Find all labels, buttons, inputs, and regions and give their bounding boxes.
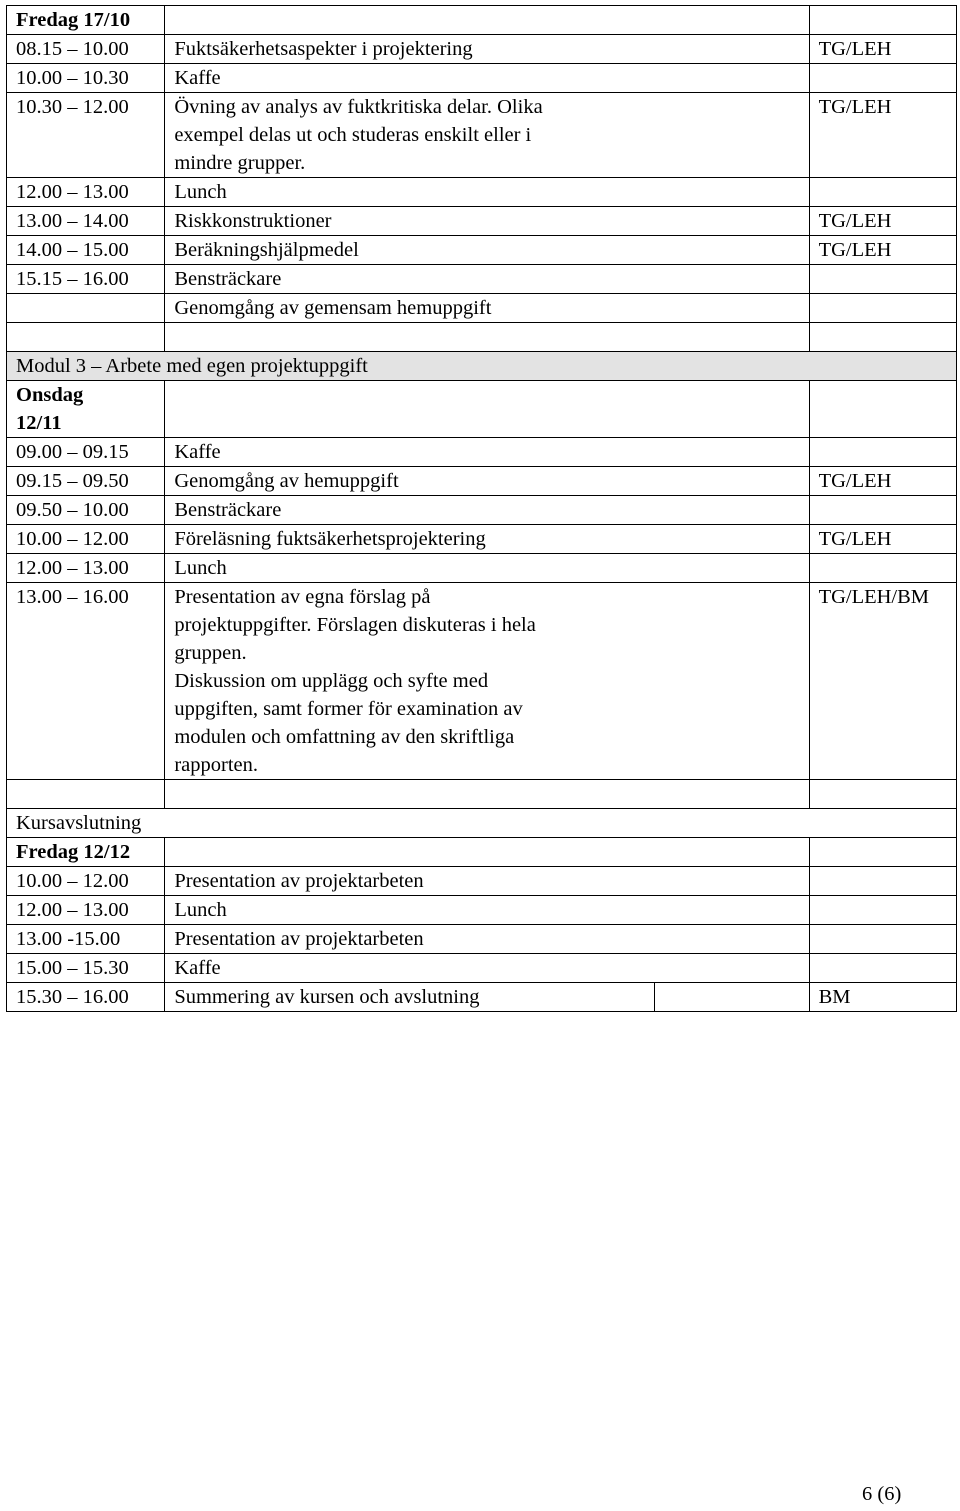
time-slot: 13.00 -15.00 [16, 928, 121, 950]
schedule-row [7, 467, 957, 496]
activity-text: Bensträckare [174, 499, 282, 521]
time-slot: 10.00 – 12.00 [16, 870, 129, 892]
time-slot: 12.00 – 13.00 [16, 181, 129, 203]
schedule-row [7, 983, 957, 1012]
day-heading-row [7, 381, 957, 438]
page-number: 6 (6) [862, 1483, 902, 1505]
time-slot: 10.00 – 10.30 [16, 67, 129, 89]
spacer-row [7, 323, 957, 352]
activity-text: Kaffe [174, 441, 221, 463]
activity-text: Lunch [174, 899, 227, 921]
time-slot: 09.00 – 09.15 [16, 441, 129, 463]
course-end-title-row [7, 809, 957, 838]
schedule-row [7, 93, 957, 178]
time-slot: 09.15 – 09.50 [16, 470, 129, 492]
activity-text: Lunch [174, 181, 227, 203]
spacer-row [7, 780, 957, 809]
day-heading: Onsdag [16, 384, 84, 406]
schedule-row [7, 925, 957, 954]
activity-text: Presentation av projektarbeten [174, 870, 424, 892]
activity-text: Kaffe [174, 67, 221, 89]
section-title: Modul 3 – Arbete med egen projektuppgift [16, 355, 368, 377]
schedule-row [7, 867, 957, 896]
activity-text: Lunch [174, 557, 227, 579]
activity-text: rapporten. [174, 754, 258, 776]
schedule-row [7, 525, 957, 554]
schedule-row [7, 496, 957, 525]
activity-text: Beräkningshjälpmedel [174, 239, 359, 261]
section-title: Kursavslutning [16, 812, 142, 834]
teacher: TG/LEH [818, 239, 892, 261]
teacher: TG/LEH [818, 96, 892, 118]
schedule-table [6, 5, 957, 1012]
activity-text: Kaffe [174, 957, 221, 979]
time-slot: 12.00 – 13.00 [16, 557, 129, 579]
schedule-row [7, 954, 957, 983]
teacher: BM [818, 986, 851, 1008]
time-slot: 15.30 – 16.00 [16, 986, 129, 1008]
activity-text: Övning av analys av fuktkritiska delar. Olika [174, 96, 543, 118]
day-heading-row [7, 838, 957, 867]
schedule-row [7, 294, 957, 323]
activity-text: Genomgång av gemensam hemuppgift [174, 297, 492, 319]
schedule-row [7, 236, 957, 265]
schedule-row [7, 896, 957, 925]
activity-text: Bensträckare [174, 268, 282, 290]
day-heading: Fredag 12/12 [16, 841, 131, 863]
activity-text: modulen och omfattning av den skriftliga [174, 726, 515, 748]
time-slot: 08.15 – 10.00 [16, 38, 129, 60]
activity-text: Presentation av egna förslag på [174, 586, 431, 608]
activity-text: Riskkonstruktioner [174, 210, 332, 232]
teacher: TG/LEH/BM [818, 586, 930, 608]
activity-text: exempel delas ut och studeras enskilt eller i [174, 124, 532, 146]
schedule-row [7, 35, 957, 64]
day-heading: Fredag 17/10 [16, 9, 131, 31]
module-title-row [7, 352, 957, 381]
schedule-body [7, 6, 957, 1012]
schedule-row [7, 265, 957, 294]
time-slot: 09.50 – 10.00 [16, 499, 129, 521]
time-slot: 13.00 – 14.00 [16, 210, 129, 232]
day-heading-row [7, 6, 957, 35]
activity-text: gruppen. [174, 642, 247, 664]
activity-text: Föreläsning fuktsäkerhetsprojektering [174, 528, 486, 550]
time-slot: 15.00 – 15.30 [16, 957, 129, 979]
activity-text: uppgiften, samt former för examination av [174, 698, 523, 720]
teacher: TG/LEH [818, 470, 892, 492]
teacher: TG/LEH [818, 38, 892, 60]
schedule-row [7, 207, 957, 236]
activity-text: Presentation av projektarbeten [174, 928, 424, 950]
activity-text: Diskussion om upplägg och syfte med [174, 670, 489, 692]
schedule-row [7, 554, 957, 583]
time-slot: 14.00 – 15.00 [16, 239, 129, 261]
time-slot: 10.00 – 12.00 [16, 528, 129, 550]
day-heading: 12/11 [16, 412, 62, 434]
activity-text: Genomgång av hemuppgift [174, 470, 399, 492]
time-slot: 13.00 – 16.00 [16, 586, 129, 608]
schedule-row [7, 178, 957, 207]
activity-text: Summering av kursen och avslutning [174, 986, 480, 1008]
time-slot: 15.15 – 16.00 [16, 268, 129, 290]
schedule-row [7, 438, 957, 467]
teacher: TG/LEH [818, 210, 892, 232]
activity-text: Fuktsäkerhetsaspekter i projektering [174, 38, 473, 60]
time-slot: 10.30 – 12.00 [16, 96, 129, 118]
teacher: TG/LEH [818, 528, 892, 550]
activity-text: mindre grupper. [174, 152, 306, 174]
schedule-row [7, 64, 957, 93]
schedule-row [7, 583, 957, 780]
time-slot: 12.00 – 13.00 [16, 899, 129, 921]
activity-text: projektuppgifter. Förslagen diskuteras i hela [174, 614, 536, 636]
